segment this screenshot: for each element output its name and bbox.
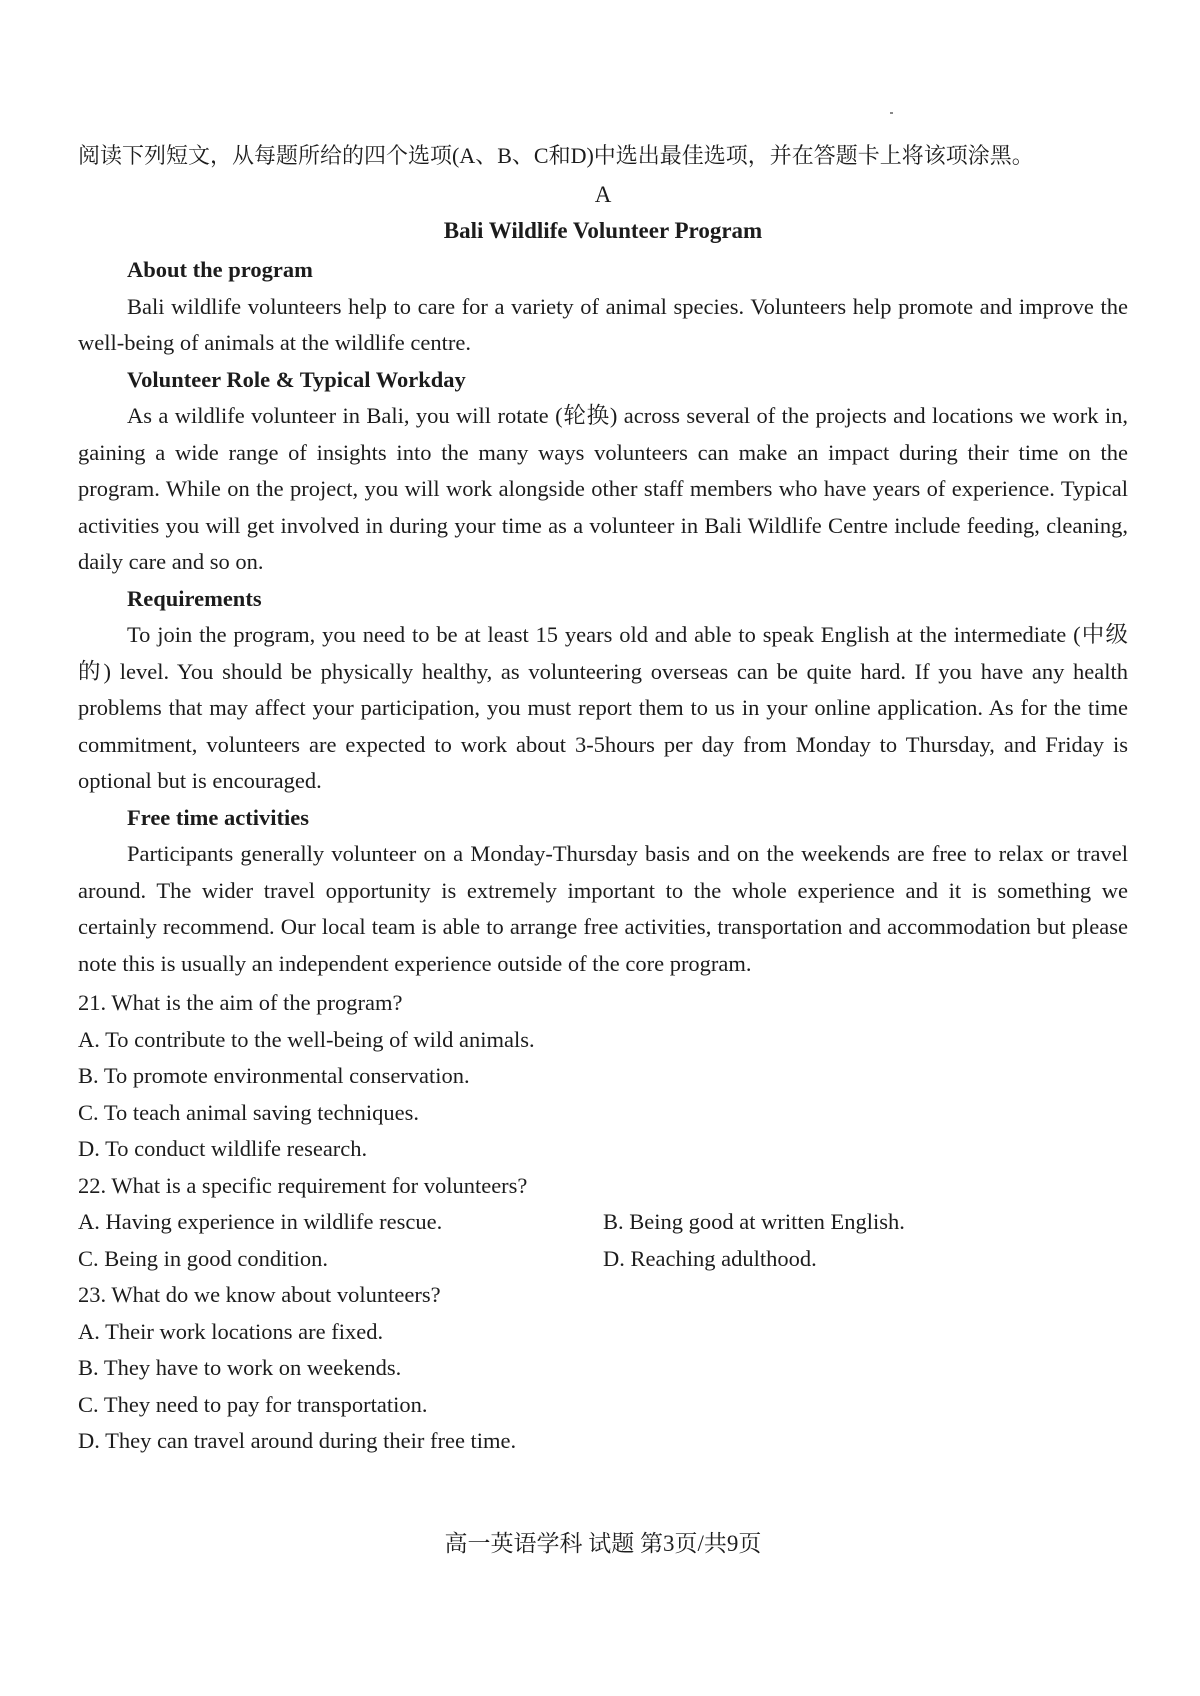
section-body-free-time: Participants generally volunteer on a Monday-Thursday basis and on the weekends are free to relax or travel around. The wider travel opportunity is extremely important to the whole experience and it is something we certainly recommend. Our local team is able to arrange free activities, transportation and accommodation but please note this is usually an independent experience outside of the core program. xyxy=(78,841,1128,976)
section-body-requirements: To join the program, you need to be at least 15 years old and able to speak English at the intermediate (中级的) level. You should be physically healthy, as volunteering overseas can be quite hard. If you have any health problems that may affect your participation, you must report them to us in your online application. As for the time commitment, volunteers are expected to work about 3-5hours per day from Monday to Thursday, and Friday is optional but is encouraged. xyxy=(78,622,1128,793)
question-23-option-c: C. They need to pay for transportation. xyxy=(78,1391,428,1417)
question-23-option-a: A. Their work locations are fixed. xyxy=(78,1318,384,1344)
question-23-option-b: B. They have to work on weekends. xyxy=(78,1355,402,1380)
section-heading-role: Volunteer Role & Typical Workday xyxy=(127,366,466,392)
question-21-option-c: C. To teach animal saving techniques. xyxy=(78,1099,420,1125)
question-21-option-d: D. To conduct wildlife research. xyxy=(78,1136,368,1161)
question-22-option-a: A. Having experience in wildlife rescue. xyxy=(78,1209,443,1234)
question-21-option-a: A. To contribute to the well-being of wild animals. xyxy=(78,1026,535,1052)
question-23-stem: 23. What do we know about volunteers? xyxy=(78,1282,441,1307)
section-heading-requirements: Requirements xyxy=(127,585,262,611)
question-22-options-row-2 xyxy=(78,1241,1128,1278)
section-body-role: As a wildlife volunteer in Bali, you will rotate (轮换) across several of the projects and locations we work in, gaining a wide range of insights into the many ways volunteers can make an impact during their time on the program. While on the project, you will work alongside other staff members who have years of experience. Typical activities you will get involved in during your time as a volunteer in Bali Wildlife Centre include feeding, cleaning, daily care and so on. xyxy=(78,403,1128,574)
scan-speck xyxy=(890,112,893,114)
question-21-stem: 21. What is the aim of the program? xyxy=(78,990,403,1015)
question-21-option-b: B. To promote environmental conservation. xyxy=(78,1063,470,1088)
page-footer: 高一英语学科 试题 第3页/共9页 xyxy=(444,1531,762,1556)
reading-instruction: 阅读下列短文，从每题所给的四个选项(A、B、C和D)中选出最佳选项，并在答题卡上将该项涂黑。 xyxy=(78,143,1034,168)
question-22-options-row-1 xyxy=(78,1204,1128,1241)
question-list xyxy=(78,985,1128,1460)
question-23-option-d: D. They can travel around during their free time. xyxy=(78,1428,517,1453)
section-body-about: Bali wildlife volunteers help to care for a variety of animal species. Volunteers help promote and improve the well-being of animals at the wildlife centre. xyxy=(78,293,1128,355)
section-heading-free-time: Free time activities xyxy=(127,804,309,830)
passage-body xyxy=(78,252,1128,982)
question-22-option-b: B. Being good at written English. xyxy=(603,1209,905,1234)
section-heading-about: About the program xyxy=(127,257,313,282)
question-22-option-c: C. Being in good condition. xyxy=(78,1245,328,1271)
question-22-option-d: D. Reaching adulthood. xyxy=(603,1245,817,1271)
passage-title: Bali Wildlife Volunteer Program xyxy=(443,218,763,243)
section-letter: A xyxy=(594,182,612,207)
question-22-stem: 22. What is a specific requirement for volunteers? xyxy=(78,1172,528,1198)
